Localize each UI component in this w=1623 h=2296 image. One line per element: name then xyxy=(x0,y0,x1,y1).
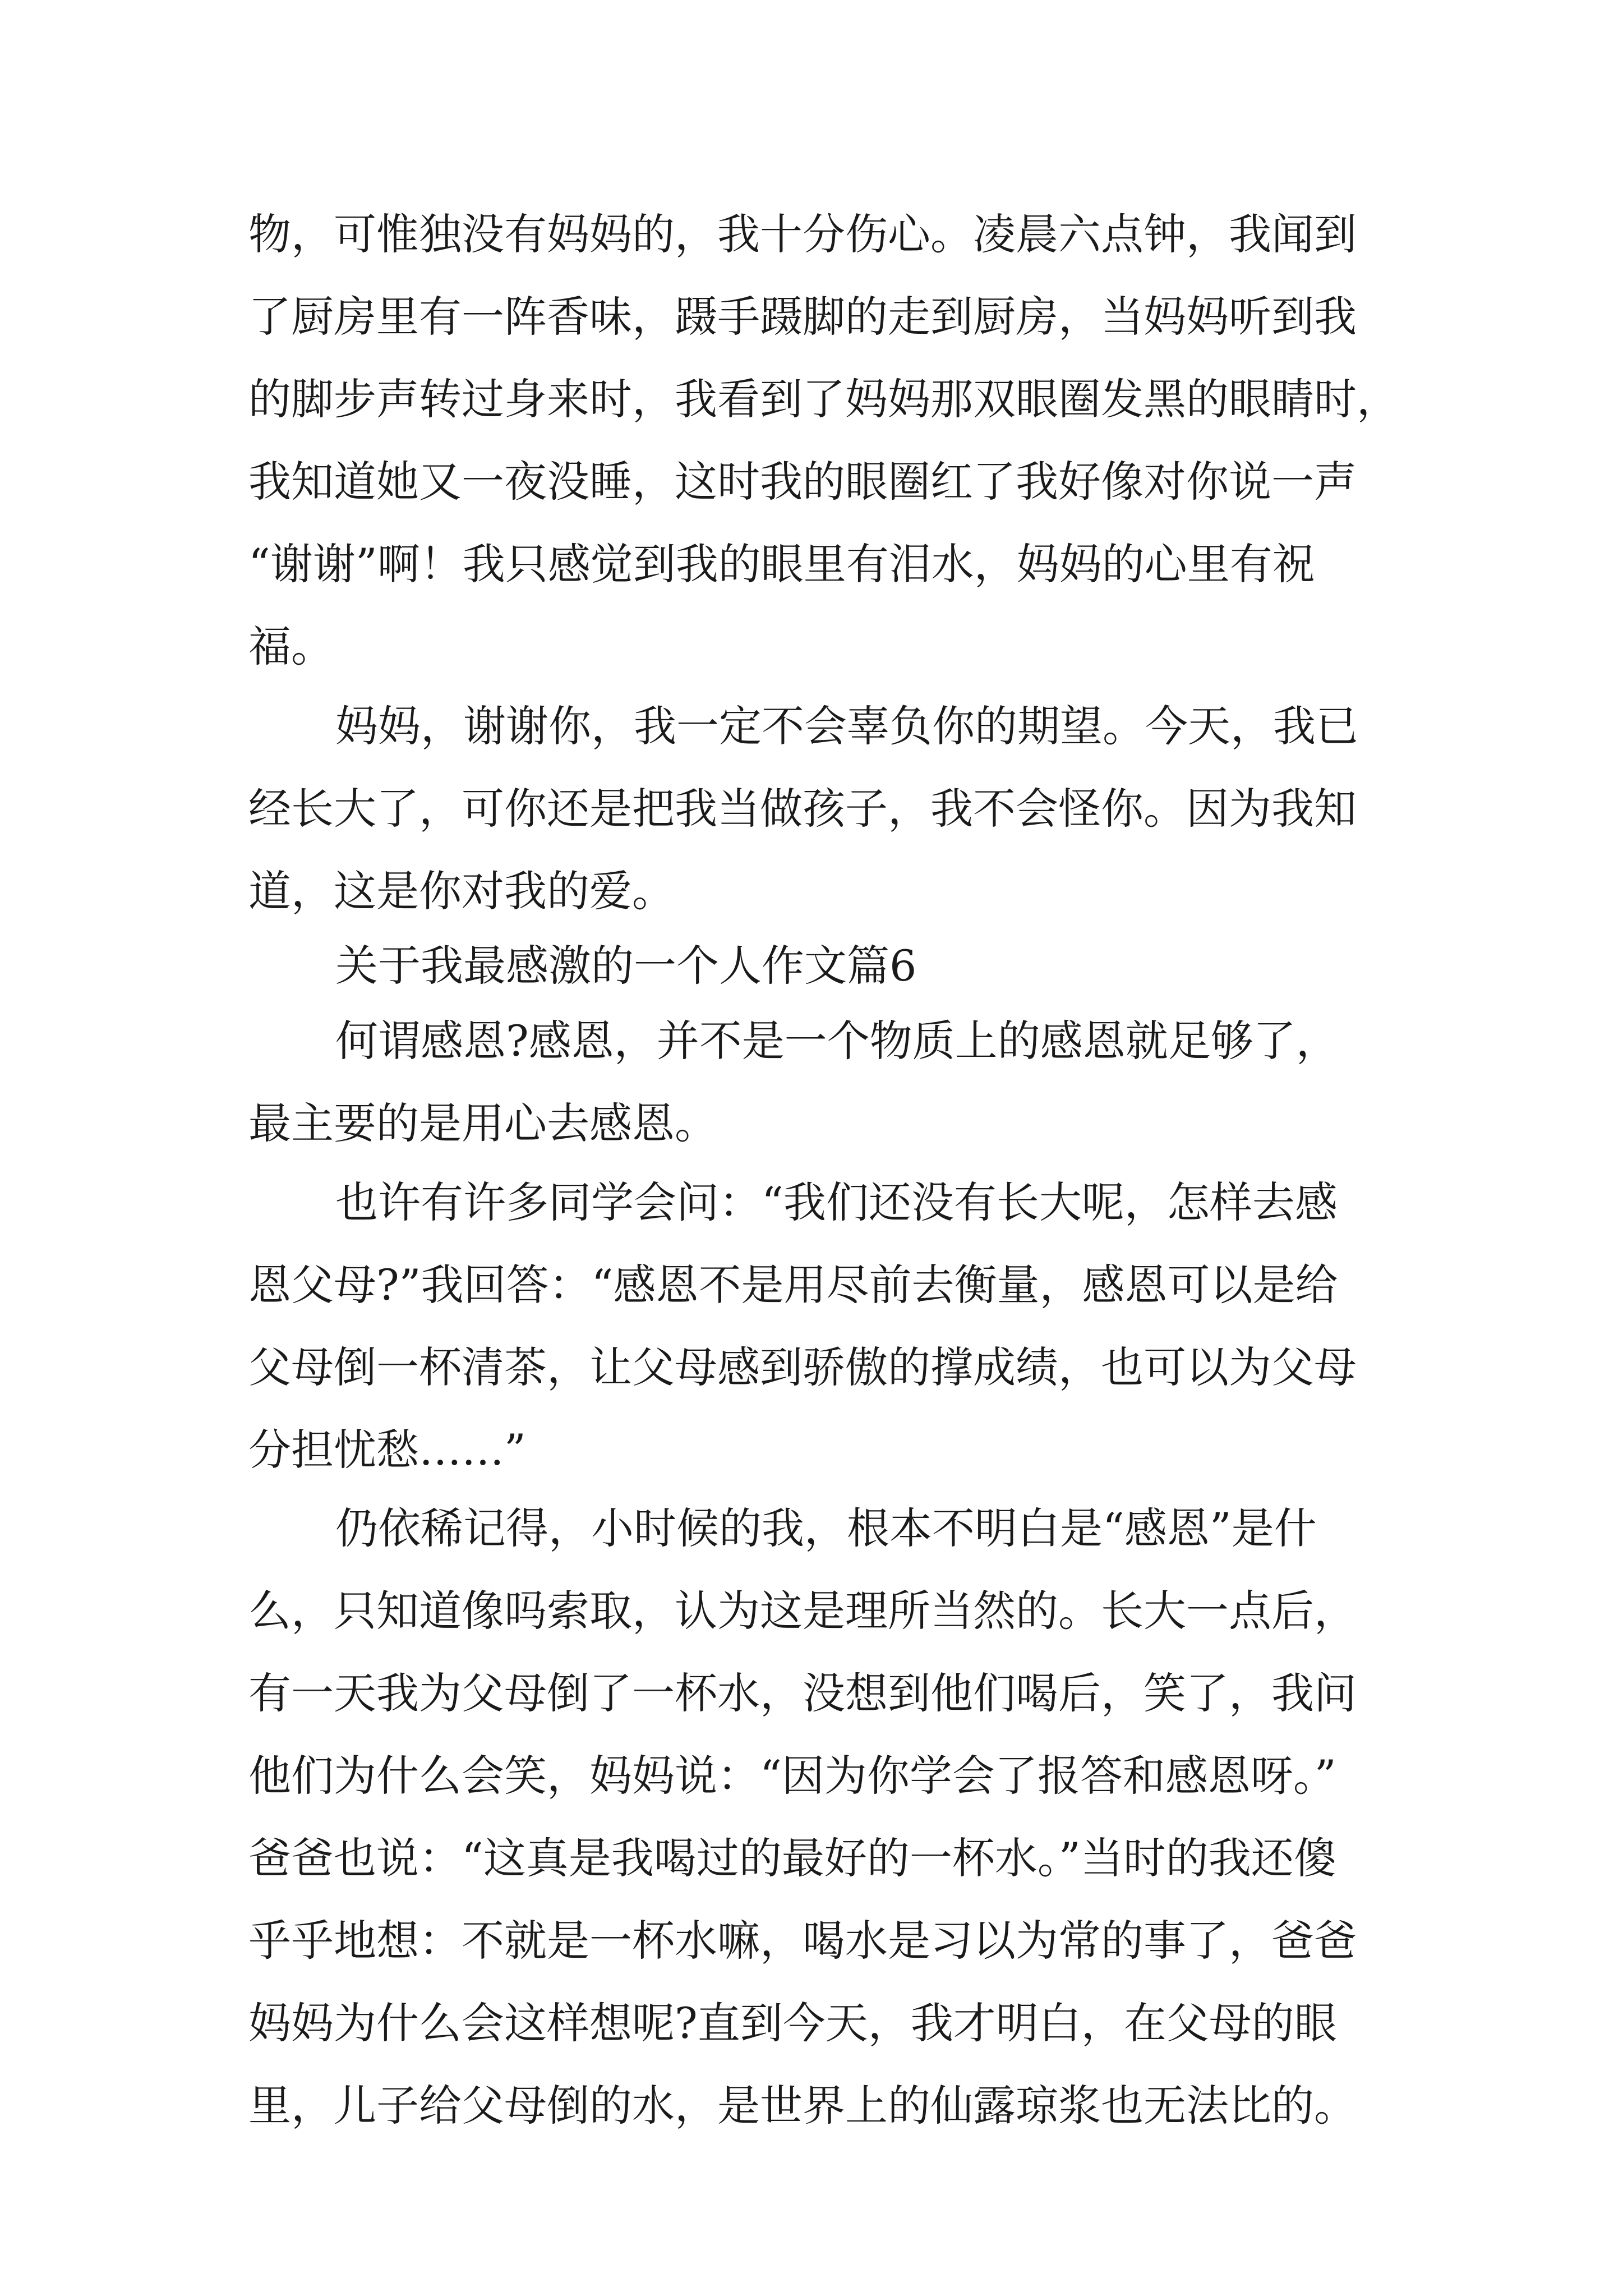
paragraph-start-line: 仍依稀记得，小时候的我，根本不明白是“感恩”是什 xyxy=(335,1503,1317,1553)
paragraph-start-line: 也许有许多同学会问：“我们还没有长大呢，怎样去感 xyxy=(335,1177,1338,1227)
paragraph-start-line: 何谓感恩?感恩，并不是一个物质上的感恩就足够了， xyxy=(335,1016,1339,1066)
text-line: 了厨房里有一阵香味，蹑手蹑脚的走到厨房，当妈妈听到我 xyxy=(248,292,1357,342)
text-line: 有一天我为父母倒了一杯水，没想到他们喝后，笑了，我问 xyxy=(248,1668,1357,1718)
text-line: 父母倒一杯清茶，让父母感到骄傲的撑成绩，也可以为父母 xyxy=(248,1342,1357,1392)
text-line: 他们为什么会笑，妈妈说：“因为你学会了报答和感恩呀。” xyxy=(248,1751,1336,1801)
text-line: 里，儿子给父母倒的水，是世界上的仙露琼浆也无法比的。 xyxy=(248,2081,1357,2131)
text-line: 么，只知道像吗索取，认为这是理所当然的。长大一点后， xyxy=(248,1586,1357,1636)
text-line: 道，这是你对我的爱。 xyxy=(248,866,675,916)
text-line: “谢谢”啊！我只感觉到我的眼里有泪水，妈妈的心里有祝 xyxy=(248,539,1315,589)
text-line: 我知道她又一夜没睡，这时我的眼圈红了我好像对你说一声 xyxy=(248,457,1357,507)
text-line: 的脚步声转过身来时，我看到了妈妈那双眼圈发黑的眼睛时， xyxy=(248,374,1399,424)
text-line: 经长大了，可你还是把我当做孩子，我不会怪你。因为我知 xyxy=(248,784,1357,834)
text-line: 恩父母?”我回答：“感恩不是用尽前去衡量，感恩可以是给 xyxy=(248,1260,1338,1310)
text-line: 爸爸也说：“这真是我喝过的最好的一杯水。”当时的我还傻 xyxy=(248,1833,1336,1883)
text-line: 妈妈为什么会这样想呢?直到今天，我才明白，在父母的眼 xyxy=(248,1998,1337,2048)
paragraph-start-line: 妈妈，谢谢你，我一定不会辜负你的期望。今天，我已 xyxy=(335,701,1358,751)
text-line: 物，可惟独没有妈妈的，我十分伤心。凌晨六点钟，我闻到 xyxy=(248,209,1357,259)
text-line: 最主要的是用心去感恩。 xyxy=(248,1098,717,1148)
section-heading: 关于我最感激的一个人作文篇6 xyxy=(335,941,917,991)
text-line: 福。 xyxy=(248,622,334,671)
text-line: 分担忧愁……” xyxy=(248,1425,526,1475)
text-line: 乎乎地想：不就是一杯水嘛，喝水是习以为常的事了，爸爸 xyxy=(248,1916,1357,1966)
